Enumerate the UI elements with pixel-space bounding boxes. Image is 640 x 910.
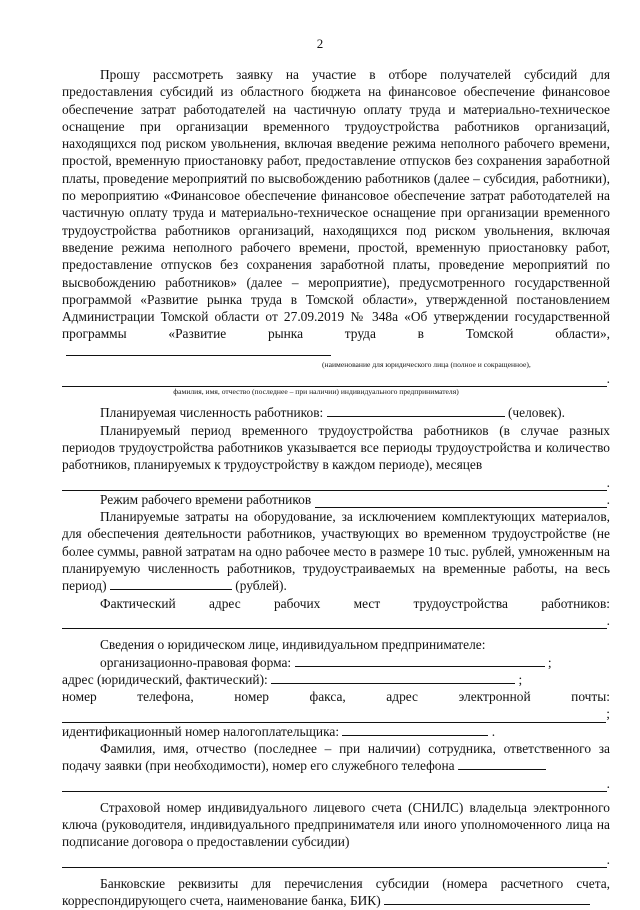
work-mode-row	[62, 491, 610, 508]
contact-person-paragraph	[62, 740, 610, 775]
workers-count-label: Планируемая численность работников:	[100, 405, 324, 421]
page-number: 2	[316, 36, 324, 51]
inn-row	[62, 723, 610, 740]
snils-line-row	[62, 851, 610, 868]
fio-caption: фамилия, имя, отчество (последнее – при наличии) индивидуального предпринимателя)	[173, 387, 459, 397]
contact-person-field-2[interactable]	[62, 777, 607, 792]
legal-address-label: адрес (юридический, фактический):	[62, 671, 268, 687]
work-mode-field[interactable]	[315, 493, 606, 508]
semicolon-mark: ;	[606, 706, 610, 722]
bank-details-field[interactable]	[384, 893, 590, 905]
applicant-name-line-row	[62, 370, 610, 387]
workers-count-unit: (человек).	[507, 405, 565, 421]
application-form-body	[62, 66, 610, 910]
work-address-field[interactable]	[62, 614, 607, 629]
equipment-paragraph	[62, 508, 610, 594]
request-text: Прошу рассмотреть заявку на участие в отборе получателей субсидий для предоставления субсидий из областного бюджета на финансовое обеспечение финансовое обеспечение затрат работодателей на частичную оплату труда и материально-техническое оснащение при организации временного трудоустройства работников организаций, находящихся под риском увольнения, включая введение режима неполного рабочего времени, простой, временную приостановку работ, предоставление отпусков без сохранения заработной платы, проведение мероприятий по высвобождению работников (далее – субсидия, работники), по мероприятию «Финансовое обеспечение финансовое обеспечение затрат работодателей на частичную оплату труда и материально-техническое оснащение при организации временного трудоустройства работников организаций, находящихся под риском увольнения, включая введение режима неполного рабочего времени, простой, временную приостановку работ, предоставление отпусков без сохранения заработной платы, проведение мероприятий по высвобождению работников» (далее – мероприятие), предусмотренного государственной программой «Развитие рынка труда в Томской области», утвержденной постановлением Администрации Томской области от 27.09.2019 № 348а «Об утверждении государственной программы «Развитие рынка труда в Томской области»,	[62, 67, 610, 342]
bank-text: Банковские реквизиты для перечисления субсидии (номера расчетного счета, корреспондирующего счета, наименование банка, БИК)	[62, 876, 610, 909]
legal-name-caption: (наименование для юридического лица (полное и сокращенное),	[322, 360, 531, 370]
applicant-name-field-2[interactable]	[62, 372, 607, 387]
workers-count-field[interactable]	[327, 405, 505, 417]
workers-count-row	[62, 404, 610, 421]
contacts-label: номер телефона, номер факса, адрес электронной почты:	[62, 689, 610, 705]
period-paragraph: Планируемый период временного трудоустройства работников (в случае разных периодов трудоустройства работников указывается все периоды трудоустройства и количество работников, планируемых к трудоустройству в каждом периоде), месяцев	[62, 422, 610, 473]
period-line-row	[62, 474, 610, 491]
period-mark: .	[491, 723, 496, 739]
request-paragraph	[62, 66, 610, 360]
period-field[interactable]	[62, 476, 607, 491]
inn-field[interactable]	[342, 724, 488, 736]
inn-label: идентификационный номер налогоплательщика:	[62, 723, 340, 739]
contact-person-field[interactable]	[458, 758, 546, 770]
snils-paragraph: Страховой номер индивидуального лицевого счета (СНИЛС) владельца электронного ключа (руководителя, индивидуального предпринимателя или иного уполномоченного лица на подписание договора о предоставлении субсидии)	[62, 799, 610, 850]
org-form-row	[62, 654, 610, 671]
legal-address-row	[62, 671, 610, 688]
period-mark: .	[606, 371, 610, 387]
org-form-label: организационно-правовая форма:	[100, 654, 292, 670]
legal-address-field[interactable]	[271, 672, 515, 684]
snils-field[interactable]	[62, 853, 607, 868]
period-mark: .	[606, 775, 610, 791]
contacts-line-row	[62, 705, 610, 722]
period-mark: .	[606, 491, 610, 507]
equipment-unit: (рублей).	[235, 578, 287, 594]
period-mark: .	[606, 851, 610, 867]
applicant-name-field[interactable]	[66, 344, 331, 356]
org-form-field[interactable]	[295, 655, 545, 667]
equipment-text: Планируемые затраты на оборудование, за исключением комплектующих материалов, для обеспечения деятельности работников, участвующих во временном трудоустройстве (не более суммы, равной затратам на одно рабочее место в размере 10 тыс. рублей, умноженным на планируемую численность работников, трудоустраиваемых на временные работы, на весь период)	[62, 509, 610, 594]
address-line-row	[62, 612, 610, 629]
contact-person-text: Фамилия, имя, отчество (последнее – при наличии) сотрудника, ответственного за подачу заявки (при необходимости), номер его служебного телефона	[62, 740, 610, 774]
equipment-cost-field[interactable]	[110, 578, 232, 590]
contacts-field[interactable]	[62, 708, 606, 723]
info-heading: Сведения о юридическом лице, индивидуальном предпринимателе:	[100, 637, 486, 653]
address-label: Фактический адрес рабочих мест трудоустройства работников:	[100, 595, 610, 611]
semicolon-mark: ;	[547, 654, 552, 670]
work-mode-label: Режим рабочего времени работников	[100, 491, 312, 507]
period-mark: .	[606, 474, 610, 490]
contact-person-line-row	[62, 775, 610, 792]
period-mark: .	[606, 612, 610, 628]
bank-paragraph	[62, 875, 610, 910]
semicolon-mark: ;	[518, 671, 523, 687]
